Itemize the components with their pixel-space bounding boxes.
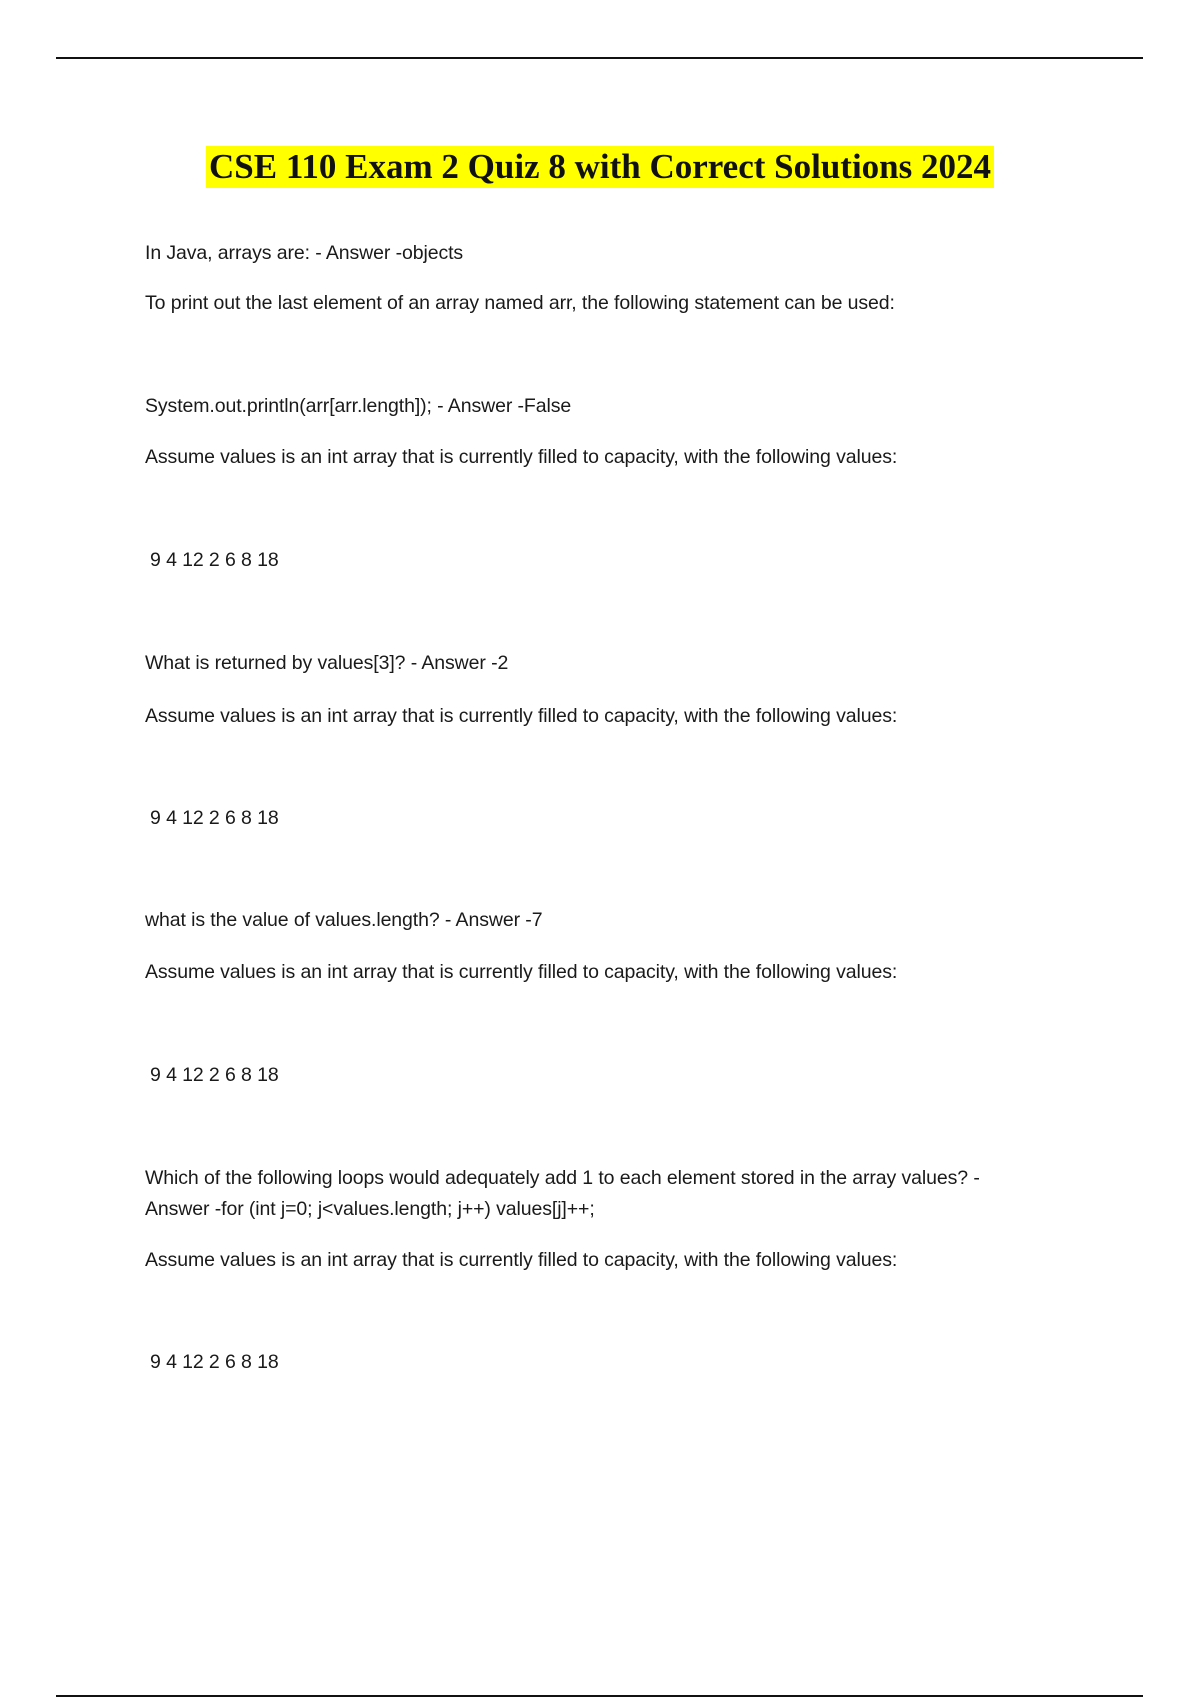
question-line: Assume values is an int array that is currently filled to capacity, with the following values: bbox=[145, 1249, 898, 1271]
answer-line: Which of the following loops would adequately add 1 to each element stored in the array values? - Answer -for (int j=0; j<values.length; j++) values[j]++; bbox=[145, 1167, 980, 1220]
array-values: 9 4 12 2 6 8 18 bbox=[150, 549, 279, 571]
answer-line: What is returned by values[3]? - Answer -2 bbox=[145, 652, 509, 674]
bottom-rule bbox=[56, 1695, 1143, 1697]
question-line: Assume values is an int array that is currently filled to capacity, with the following values: bbox=[145, 961, 898, 983]
question-line: In Java, arrays are: - Answer -objects bbox=[145, 242, 464, 264]
question-line: Assume values is an int array that is currently filled to capacity, with the following values: bbox=[145, 705, 898, 727]
document-title: CSE 110 Exam 2 Quiz 8 with Correct Solutions 2024 bbox=[206, 146, 994, 188]
array-values: 9 4 12 2 6 8 18 bbox=[150, 1064, 279, 1086]
title-container bbox=[0, 146, 1200, 188]
answer-line: System.out.println(arr[arr.length]); - Answer -False bbox=[145, 395, 572, 417]
answer-line: what is the value of values.length? - Answer -7 bbox=[145, 909, 543, 931]
array-values: 9 4 12 2 6 8 18 bbox=[150, 807, 279, 829]
top-rule bbox=[56, 57, 1143, 59]
question-line: To print out the last element of an array named arr, the following statement can be used: bbox=[145, 292, 895, 314]
question-line: Assume values is an int array that is currently filled to capacity, with the following values: bbox=[145, 446, 898, 468]
array-values: 9 4 12 2 6 8 18 bbox=[150, 1351, 279, 1373]
